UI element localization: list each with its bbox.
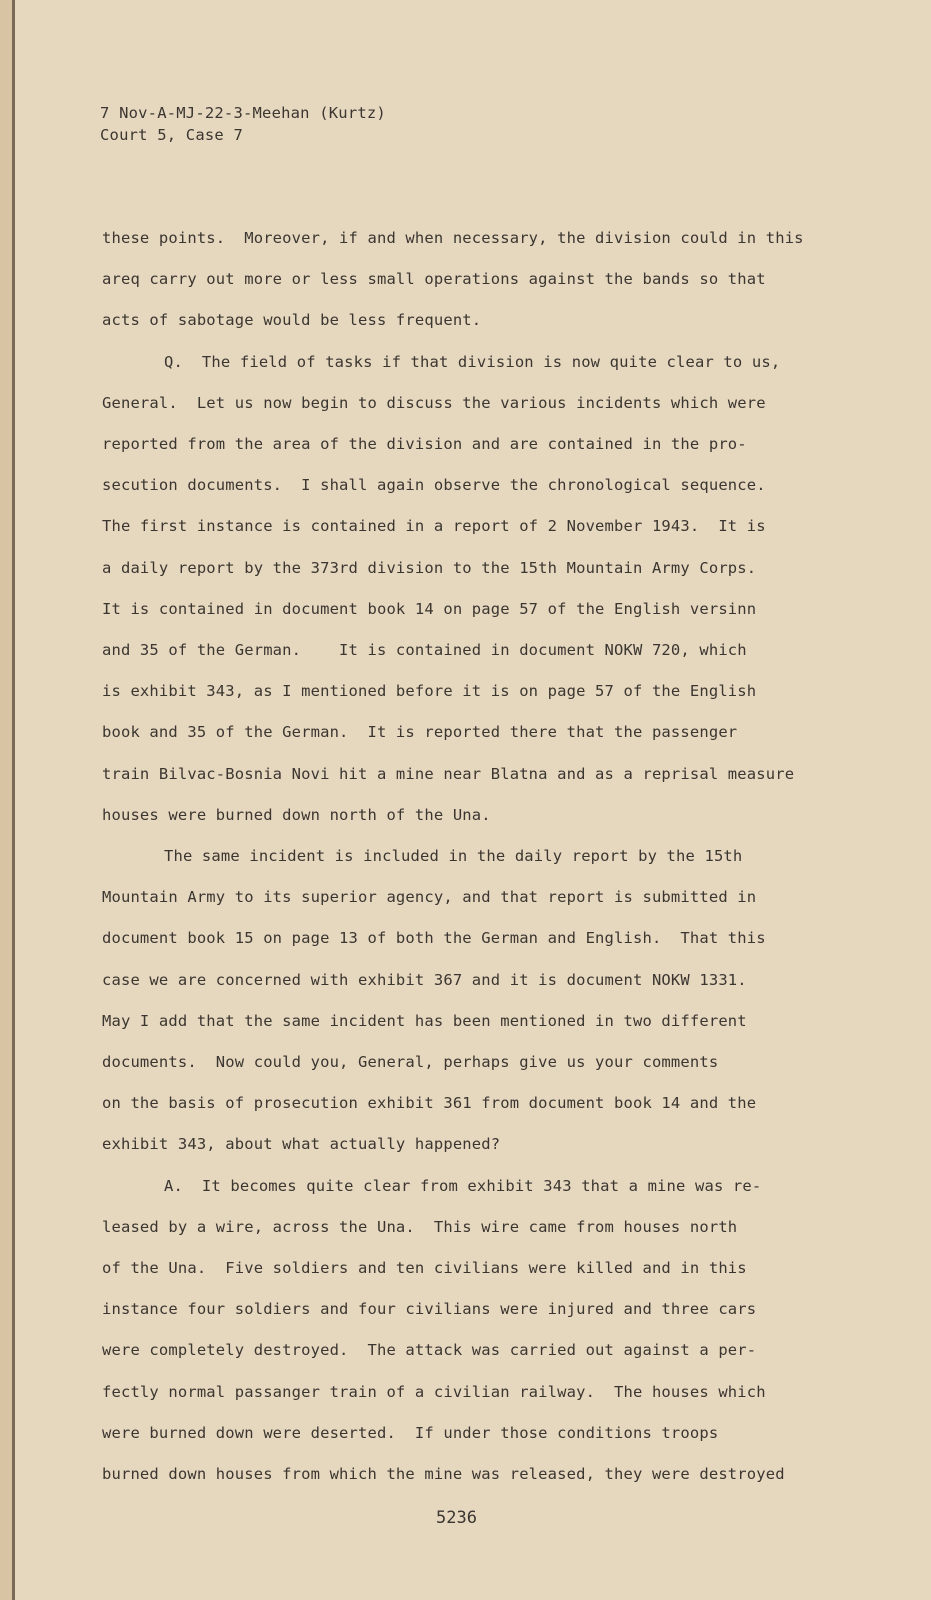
text-line: burned down houses from which the mine was released, they were destroyed (102, 1465, 785, 1484)
text-line: Mountain Army to its superior agency, and that report is submitted in (102, 888, 757, 907)
text-line: these points. Moreover, if and when necessary, the division could in this (102, 229, 804, 247)
header-line-2: Court 5, Case 7 (100, 126, 243, 144)
text-line: were burned down were deserted. If under those conditions troops (102, 1423, 719, 1442)
header-line-1: 7 Nov-A-MJ-22-3-Meehan (Kurtz) (100, 104, 386, 122)
text-line: May I add that the same incident has been mentioned in two different (102, 1011, 747, 1030)
text-line: The first instance is contained in a report of 2 November 1943. It is (102, 517, 766, 536)
text-line: documents. Now could you, General, perhaps give us your comments (102, 1053, 719, 1072)
text-line: General. Let us now begin to discuss the various incidents which were (102, 393, 766, 412)
text-line: book and 35 of the German. It is reported there that the passenger (102, 723, 738, 742)
text-line: secution documents. I shall again observe the chronological sequence. (102, 476, 766, 495)
text-line: and 35 of the German. It is contained in document NOKW 720, which (102, 641, 747, 660)
text-line: were completely destroyed. The attack was carried out against a per- (102, 1341, 757, 1360)
text-line: The same incident is included in the daily report by the 15th (164, 847, 743, 866)
text-line: train Bilvac-Bosnia Novi hit a mine near Blatna and as a reprisal measure (102, 764, 795, 783)
document-body (102, 218, 862, 1495)
text-line: document book 15 on page 13 of both the German and English. That this (102, 929, 766, 948)
text-line: fectly normal passanger train of a civilian railway. The houses which (102, 1382, 766, 1401)
page-number: 5236 (436, 1508, 477, 1528)
text-line: on the basis of prosecution exhibit 361 from document book 14 and the (102, 1094, 757, 1113)
text-line: a daily report by the 373rd division to the 15th Mountain Army Corps. (102, 558, 757, 577)
text-line: exhibit 343, about what actually happened? (102, 1135, 501, 1154)
text-line: leased by a wire, across the Una. This wire came from houses north (102, 1217, 738, 1236)
text-line: reported from the area of the division and are contained in the pro- (102, 435, 747, 454)
text-line: houses were burned down north of the Una. (102, 805, 491, 824)
text-line: of the Una. Five soldiers and ten civilians were killed and in this (102, 1259, 747, 1278)
text-line: instance four soldiers and four civilians were injured and three cars (102, 1300, 757, 1319)
text-line: case we are concerned with exhibit 367 and it is document NOKW 1331. (102, 970, 747, 989)
text-line: It is contained in document book 14 on page 57 of the English versinn (102, 599, 757, 618)
text-line: acts of sabotage would be less frequent. (102, 311, 482, 330)
text-line: areq carry out more or less small operations against the bands so that (102, 270, 766, 289)
document-header (100, 102, 386, 146)
text-line: Q. The field of tasks if that division is now quite clear to us, (164, 352, 781, 371)
text-line: is exhibit 343, as I mentioned before it is on page 57 of the English (102, 682, 757, 701)
text-line: A. It becomes quite clear from exhibit 343 that a mine was re- (164, 1176, 762, 1195)
